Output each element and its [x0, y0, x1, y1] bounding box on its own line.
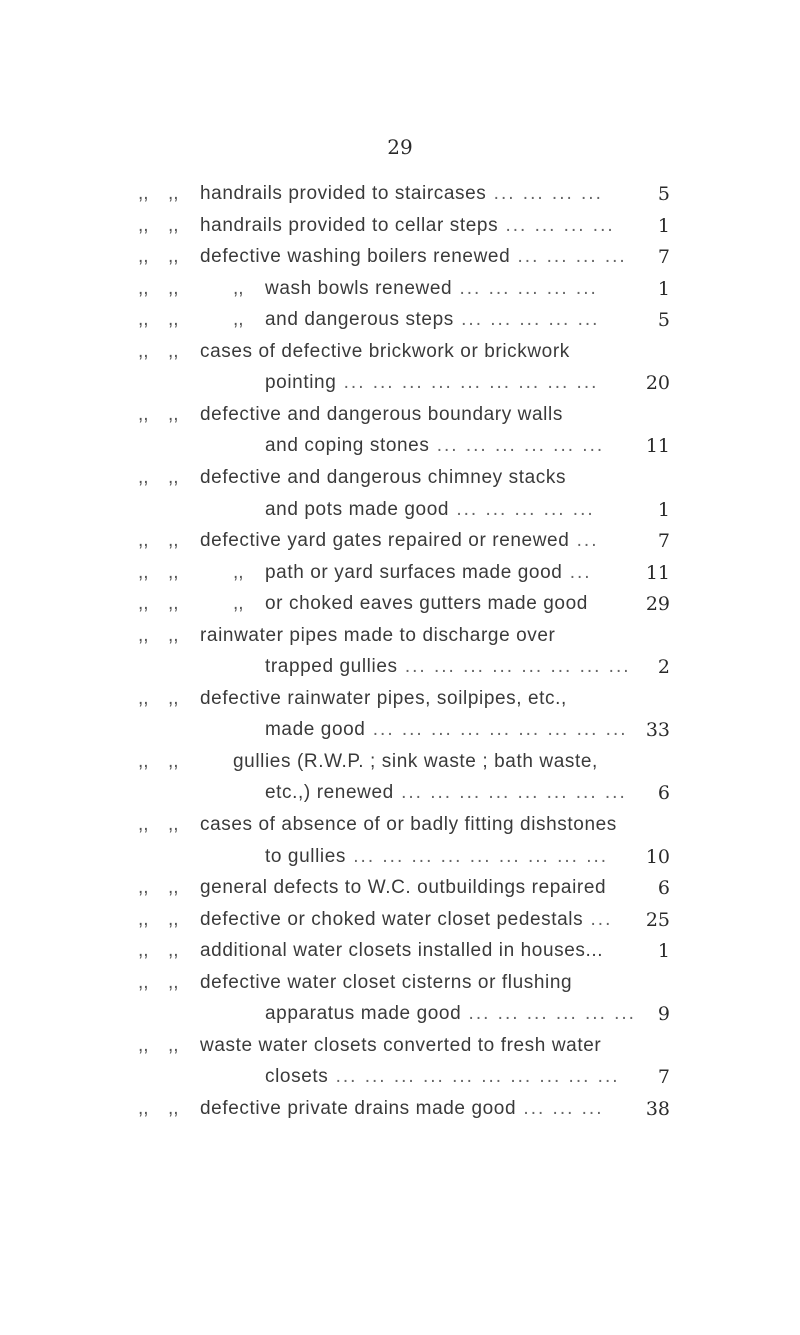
- list-item: [0, 1030, 800, 1062]
- ditto-mark: ,,: [168, 940, 179, 962]
- item-count: 1: [657, 940, 670, 963]
- item-description: defective and dangerous boundary walls: [200, 403, 563, 425]
- item-description: made good: [265, 719, 366, 741]
- list-item: [0, 998, 800, 1030]
- item-text: [200, 872, 606, 904]
- ditto-mark: ,,: [233, 561, 244, 583]
- ditto-mark: ,,: [168, 466, 179, 488]
- ditto-mark: ,,: [168, 624, 179, 646]
- list-item: [0, 336, 800, 368]
- item-text: [200, 241, 627, 273]
- item-description: defective washing boilers renewed: [200, 246, 511, 268]
- item-text: [200, 178, 603, 210]
- list-item: [0, 399, 800, 431]
- item-description: additional water closets installed in houses...: [200, 940, 604, 962]
- item-description: apparatus made good: [265, 1003, 462, 1025]
- ditto-mark: ,,: [138, 530, 149, 552]
- list-item: [0, 178, 800, 210]
- ditto-mark: ,,: [138, 183, 149, 204]
- dot-leader: ...: [562, 561, 592, 583]
- item-text: [265, 273, 598, 305]
- item-text: [200, 967, 572, 999]
- ditto-mark: ,,: [138, 624, 149, 646]
- item-description: and coping stones: [265, 435, 430, 457]
- item-count: 38: [645, 1097, 670, 1120]
- page-number: 29: [387, 135, 413, 159]
- list-item: [0, 841, 800, 873]
- item-count: 1: [657, 214, 670, 237]
- list-item: [0, 430, 800, 462]
- ditto-mark: ,,: [168, 561, 179, 583]
- list-item: [0, 588, 800, 620]
- list-item: [0, 241, 800, 273]
- ditto-mark: ,,: [138, 940, 149, 962]
- list-item: [0, 872, 800, 904]
- item-description: to gullies: [265, 845, 346, 867]
- item-description: rainwater pipes made to discharge over: [200, 624, 556, 646]
- item-text: [200, 210, 615, 242]
- dot-leader: ... ... ... ... ...: [449, 498, 595, 520]
- item-text: [233, 746, 598, 778]
- item-description: handrails provided to staircases: [200, 183, 487, 204]
- item-text: [200, 462, 566, 494]
- ditto-mark: ,,: [138, 277, 149, 299]
- item-count: 11: [645, 561, 670, 584]
- ditto-mark: ,,: [138, 309, 149, 331]
- list-item: [0, 967, 800, 999]
- item-count: 7: [657, 1066, 670, 1089]
- ditto-mark: ,,: [168, 908, 179, 930]
- item-description: and pots made good: [265, 498, 450, 520]
- dot-leader: ... ... ...: [516, 1097, 604, 1119]
- ditto-mark: ,,: [233, 277, 244, 299]
- ditto-mark: ,,: [138, 246, 149, 268]
- item-count: 20: [645, 372, 670, 395]
- item-description: gullies (R.W.P. ; sink waste ; bath waste,: [233, 750, 598, 772]
- ditto-mark: ,,: [138, 908, 149, 930]
- dot-leader: ... ... ... ... ... ... ... ... ... ...: [328, 1066, 620, 1088]
- ditto-mark: ,,: [138, 687, 149, 709]
- list-item: [0, 494, 800, 526]
- list-item: [0, 273, 800, 305]
- ditto-mark: ,,: [138, 971, 149, 993]
- ditto-mark: ,,: [138, 750, 149, 772]
- ditto-mark: ,,: [168, 593, 179, 615]
- dot-leader: ... ... ... ... ...: [452, 277, 598, 299]
- dot-leader: ... ... ... ... ... ... ... ...: [397, 656, 631, 678]
- item-text: [265, 714, 628, 746]
- item-count: 1: [657, 498, 670, 521]
- ditto-mark: ,,: [138, 877, 149, 899]
- dot-leader: ... ... ... ... ... ... ... ...: [393, 782, 627, 804]
- ditto-mark: ,,: [168, 246, 179, 268]
- item-count: 5: [657, 309, 670, 332]
- item-count: 7: [657, 530, 670, 553]
- item-count: 2: [657, 656, 670, 679]
- item-count: 6: [657, 782, 670, 805]
- item-count: 1: [657, 277, 670, 300]
- item-description: defective water closet cisterns or flushing: [200, 971, 573, 993]
- list-item: [0, 714, 800, 746]
- item-description: wash bowls renewed: [265, 277, 453, 299]
- item-count: 6: [657, 877, 670, 900]
- dot-leader: ... ... ... ... ... ... ... ... ...: [346, 845, 609, 867]
- item-text: [265, 304, 599, 336]
- ditto-mark: ,,: [168, 183, 179, 204]
- item-description: defective private drains made good: [200, 1097, 517, 1119]
- dot-leader: ... ... ... ... ...: [453, 309, 600, 331]
- dot-leader: ... ... ... ...: [498, 214, 615, 236]
- item-description: path or yard surfaces made good: [265, 561, 563, 583]
- ditto-mark: ,,: [233, 309, 244, 331]
- item-description: defective yard gates repaired or renewed: [200, 530, 570, 552]
- list-item: [0, 525, 800, 557]
- ditto-mark: ,,: [168, 750, 179, 772]
- list-item: [0, 777, 800, 809]
- ditto-mark: ,,: [168, 1034, 179, 1056]
- item-text: [265, 430, 604, 462]
- item-text: [200, 935, 603, 967]
- ditto-mark: ,,: [168, 340, 179, 362]
- item-text: [265, 1061, 620, 1093]
- item-count: 29: [645, 593, 670, 616]
- item-description: waste water closets converted to fresh water: [200, 1034, 602, 1056]
- ditto-mark: ,,: [138, 814, 149, 835]
- ditto-mark: ,,: [138, 340, 149, 362]
- dot-leader: ... ... ... ... ... ... ... ... ...: [365, 719, 628, 741]
- item-text: [265, 998, 636, 1030]
- dot-leader: ... ... ... ... ... ...: [429, 435, 605, 457]
- ditto-mark: ,,: [168, 530, 179, 552]
- list-item: [0, 210, 800, 242]
- ditto-mark: ,,: [168, 971, 179, 993]
- item-description: closets: [265, 1066, 329, 1088]
- item-text: [265, 841, 608, 873]
- list-item: [0, 557, 800, 589]
- item-count: 25: [645, 908, 670, 931]
- item-description: defective or choked water closet pedestals: [200, 908, 584, 930]
- list-item: [0, 1093, 800, 1125]
- ditto-mark: ,,: [138, 1034, 149, 1056]
- item-text: [265, 494, 595, 526]
- ditto-mark: ,,: [168, 814, 179, 835]
- ditto-mark: ,,: [233, 593, 244, 615]
- item-text: [200, 904, 612, 936]
- item-text: [265, 367, 598, 399]
- item-text: [200, 683, 567, 715]
- list-item: [0, 620, 800, 652]
- list-item: [0, 746, 800, 778]
- item-description: trapped gullies: [265, 656, 398, 678]
- ditto-mark: ,,: [168, 214, 179, 236]
- item-description: cases of defective brickwork or brickwork: [200, 340, 570, 362]
- dot-leader: ...: [569, 530, 599, 552]
- ditto-mark: ,,: [138, 214, 149, 236]
- item-text: [200, 399, 563, 431]
- item-description: or choked eaves gutters made good: [265, 593, 588, 615]
- item-count: 11: [645, 435, 670, 458]
- item-description: etc.,) renewed: [265, 782, 394, 804]
- item-description: defective rainwater pipes, soilpipes, etc.,: [200, 687, 567, 709]
- item-text: [265, 588, 588, 620]
- ditto-mark: ,,: [168, 1097, 179, 1119]
- item-description: general defects to W.C. outbuildings repaired: [200, 877, 607, 899]
- dot-leader: ... ... ... ... ... ...: [461, 1003, 636, 1025]
- ditto-mark: ,,: [138, 403, 149, 425]
- list-item: [0, 935, 800, 967]
- ditto-mark: ,,: [138, 466, 149, 488]
- list-item: [0, 367, 800, 399]
- list-item: [0, 304, 800, 336]
- ditto-mark: ,,: [168, 403, 179, 425]
- item-text: [200, 336, 570, 368]
- list-item: [0, 651, 800, 683]
- list-item: [0, 1061, 800, 1093]
- item-text: [200, 1093, 604, 1125]
- list-item: [0, 809, 800, 841]
- item-count: 10: [645, 845, 670, 868]
- ditto-mark: ,,: [138, 561, 149, 583]
- ditto-mark: ,,: [138, 1097, 149, 1119]
- dot-leader: ... ... ... ...: [510, 246, 627, 268]
- item-description: handrails provided to cellar steps: [200, 214, 499, 236]
- item-count: 5: [657, 183, 670, 205]
- item-text: [200, 525, 599, 557]
- list-item: [0, 904, 800, 936]
- item-text: [265, 557, 592, 589]
- item-text: [265, 777, 627, 809]
- ditto-mark: ,,: [168, 309, 179, 331]
- item-description: cases of absence of or badly fitting dishstones: [200, 814, 617, 835]
- ditto-mark: ,,: [168, 687, 179, 709]
- list-item: [0, 683, 800, 715]
- item-count: 9: [657, 1003, 670, 1026]
- dot-leader: ... ... ... ...: [486, 183, 603, 204]
- list-item: [0, 462, 800, 494]
- item-count: 7: [657, 246, 670, 269]
- dot-leader: ... ... ... ... ... ... ... ... ...: [336, 372, 599, 394]
- ditto-mark: ,,: [168, 877, 179, 899]
- item-description: defective and dangerous chimney stacks: [200, 466, 567, 488]
- item-description: pointing: [265, 372, 337, 394]
- item-text: [200, 809, 617, 841]
- ditto-mark: ,,: [138, 593, 149, 615]
- item-text: [265, 651, 631, 683]
- item-text: [200, 1030, 601, 1062]
- dot-leader: ...: [583, 908, 613, 930]
- item-count: 33: [645, 719, 670, 742]
- ditto-mark: ,,: [168, 277, 179, 299]
- item-description: and dangerous steps: [265, 309, 454, 331]
- item-text: [200, 620, 555, 652]
